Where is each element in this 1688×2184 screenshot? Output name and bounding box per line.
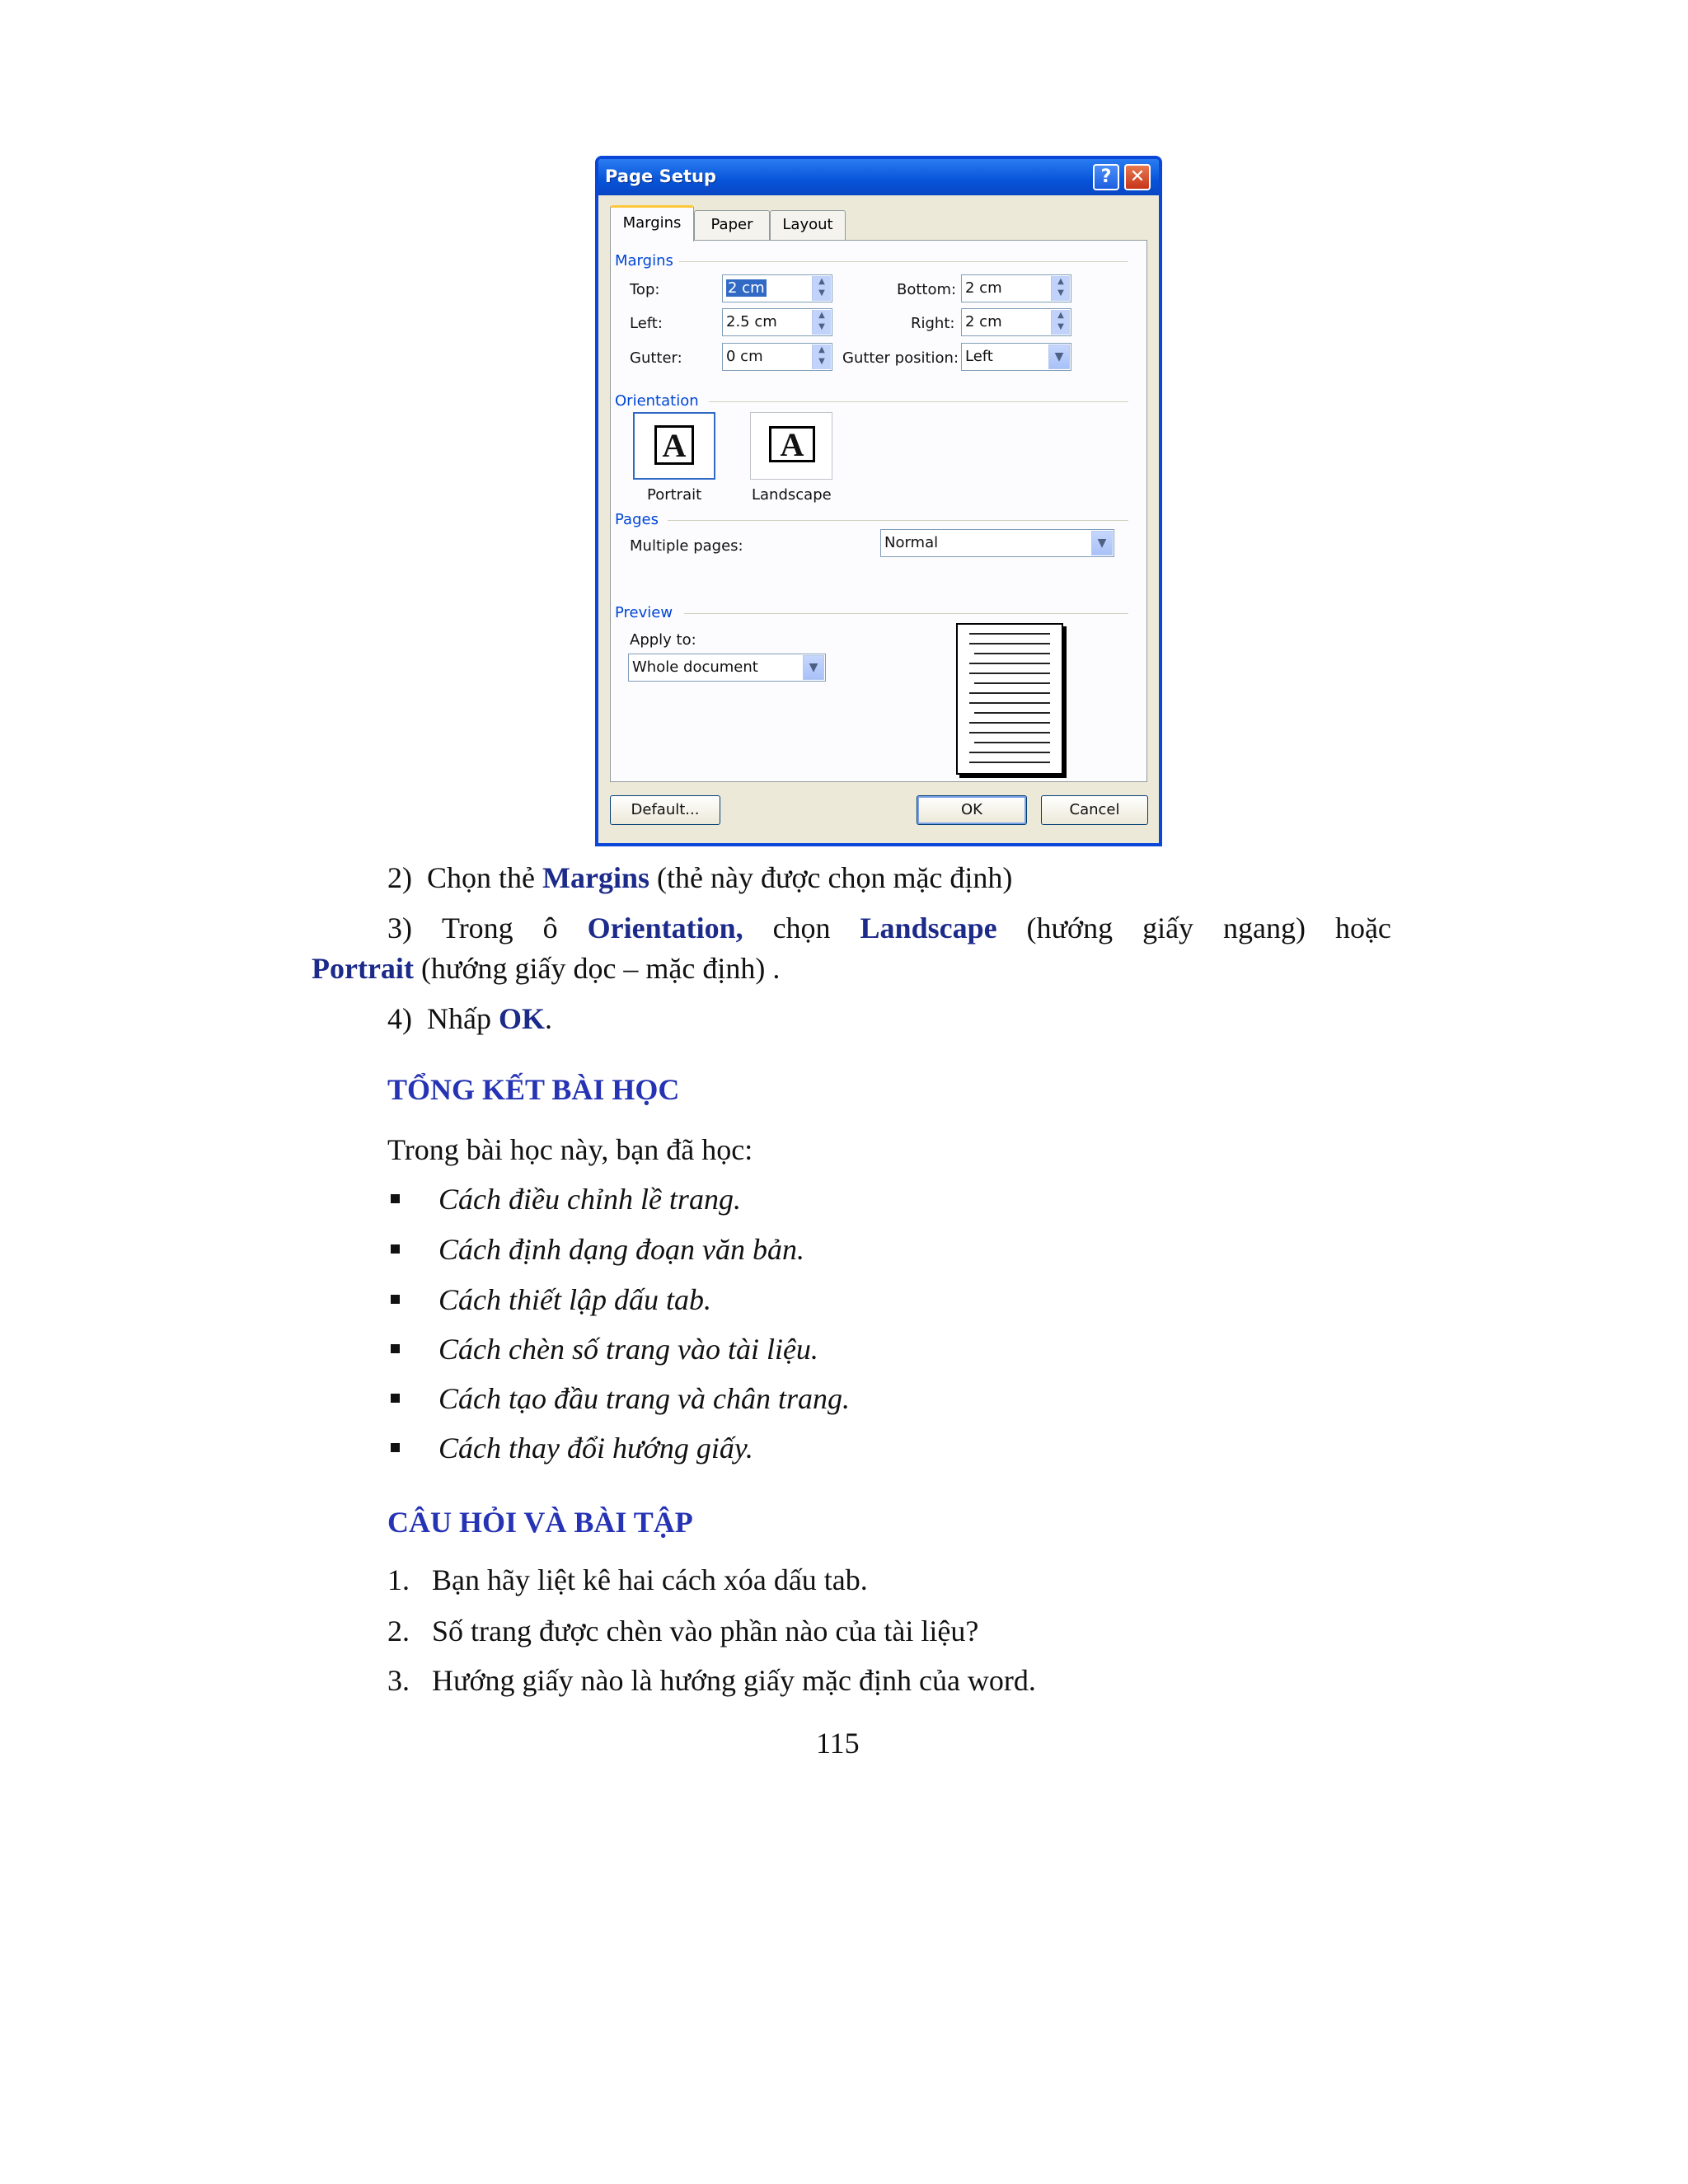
preview-line xyxy=(969,663,1050,664)
orientation-group-divider xyxy=(709,401,1128,402)
dialog-titlebar xyxy=(598,159,1159,195)
preview-line xyxy=(969,692,1050,694)
preview-line xyxy=(969,752,1050,753)
step-4 xyxy=(387,1001,552,1036)
help-button[interactable]: ? xyxy=(1093,164,1119,190)
apply-to-label: Apply to: xyxy=(630,631,696,649)
step-3-line-2 xyxy=(312,951,780,986)
gutter-label: Gutter: xyxy=(630,349,682,367)
top-label: Top: xyxy=(630,281,660,298)
preview-group-divider xyxy=(684,613,1128,614)
pages-group-label: Pages xyxy=(615,511,659,528)
question-text: Hướng giấy nào là hướng giấy mặc định của word. xyxy=(432,1664,1036,1697)
chevron-down-icon[interactable]: ▼ xyxy=(1048,344,1070,369)
orientation-keyword: Orientation, xyxy=(587,912,743,944)
step-word: ngang) xyxy=(1223,912,1306,944)
preview-line xyxy=(969,732,1050,733)
top-spinner-icon[interactable]: ▲ ▼ xyxy=(812,276,831,301)
gutter-position-select[interactable] xyxy=(961,343,1071,371)
question-item xyxy=(387,1663,1036,1698)
left-label: Left: xyxy=(630,315,663,332)
portrait-page-icon: A xyxy=(654,425,694,465)
left-spinner-icon[interactable]: ▲ ▼ xyxy=(812,310,831,335)
step-number: 3) xyxy=(387,912,412,944)
bullet-icon xyxy=(391,1295,400,1304)
page-number: 115 xyxy=(816,1727,860,1760)
step-word: (hướng xyxy=(1026,912,1114,944)
summary-item: Cách thiết lập dấu tab. xyxy=(438,1283,711,1316)
multiple-pages-select[interactable] xyxy=(880,529,1114,557)
summary-intro: Trong bài học này, bạn đã học: xyxy=(387,1133,753,1166)
bullet-icon xyxy=(391,1344,400,1353)
gutter-input[interactable] xyxy=(722,343,832,371)
step-3-line-1 xyxy=(387,911,1391,945)
preview-line xyxy=(969,722,1050,724)
step-word: chọn xyxy=(772,912,831,944)
question-text: Số trang được chèn vào phần nào của tài liệu? xyxy=(432,1615,979,1647)
portrait-option[interactable] xyxy=(633,412,715,480)
portrait-label[interactable]: Portrait xyxy=(647,486,702,504)
landscape-label[interactable]: Landscape xyxy=(752,486,832,504)
landscape-page-icon: A xyxy=(769,426,815,462)
step-text: (hướng giấy dọc – mặc định) . xyxy=(413,952,781,985)
bullet-icon xyxy=(391,1443,400,1452)
portrait-keyword: Portrait xyxy=(312,952,414,985)
bottom-margin-input[interactable] xyxy=(961,274,1071,302)
tab-layout[interactable]: Layout xyxy=(770,210,846,240)
step-number: 2) xyxy=(387,861,412,894)
gutter-value: 0 cm xyxy=(726,348,763,365)
tab-margins[interactable]: Margins xyxy=(610,205,694,241)
dialog-title: Page Setup xyxy=(605,166,716,186)
preview-line xyxy=(969,643,1050,644)
step-2 xyxy=(387,860,1012,895)
preview-line xyxy=(974,653,1050,654)
gutter-position-value: Left xyxy=(965,348,993,365)
right-margin-input[interactable] xyxy=(961,308,1071,336)
preview-line xyxy=(969,702,1050,704)
right-spinner-icon[interactable]: ▲ ▼ xyxy=(1051,310,1070,335)
ok-button[interactable]: OK xyxy=(917,795,1027,825)
bullet-icon xyxy=(391,1244,400,1254)
default-button[interactable]: Default... xyxy=(610,795,720,825)
right-label: Right: xyxy=(911,315,955,332)
left-margin-input[interactable] xyxy=(722,308,832,336)
preview-line xyxy=(974,682,1050,684)
right-margin-value: 2 cm xyxy=(965,313,1002,330)
gutter-position-label: Gutter position: xyxy=(842,349,959,367)
question-item xyxy=(387,1563,868,1597)
cancel-button[interactable]: Cancel xyxy=(1041,795,1148,825)
chevron-down-icon[interactable]: ▼ xyxy=(803,655,824,680)
pages-group-divider xyxy=(668,520,1128,521)
step-word: Trong xyxy=(441,912,513,944)
gutter-spinner-icon[interactable]: ▲ ▼ xyxy=(812,344,831,369)
landscape-keyword: Landscape xyxy=(860,912,997,944)
preview-line xyxy=(969,633,1050,635)
top-margin-input[interactable] xyxy=(722,274,832,302)
margins-group-label: Margins xyxy=(615,252,673,269)
step-text: . xyxy=(545,1002,552,1035)
question-number: 2. xyxy=(387,1615,410,1647)
summary-heading: TỔNG KẾT BÀI HỌC xyxy=(387,1073,680,1106)
chevron-down-icon[interactable]: ▼ xyxy=(1091,531,1113,555)
step-word: hoặc xyxy=(1334,912,1391,944)
step-text: Chọn thẻ xyxy=(427,861,542,894)
question-number: 1. xyxy=(387,1563,410,1596)
question-text: Bạn hãy liệt kê hai cách xóa dấu tab. xyxy=(432,1563,868,1596)
bottom-spinner-icon[interactable]: ▲ ▼ xyxy=(1051,276,1070,301)
ok-keyword: OK xyxy=(498,1002,545,1035)
step-word: giấy xyxy=(1142,912,1194,944)
top-margin-value: 2 cm xyxy=(728,279,765,297)
question-item xyxy=(387,1614,978,1648)
step-word: ô xyxy=(542,912,558,944)
preview-line xyxy=(969,762,1050,763)
summary-item: Cách thay đổi hướng giấy. xyxy=(438,1432,753,1465)
margins-group-divider xyxy=(679,261,1128,262)
margins-keyword: Margins xyxy=(542,861,649,894)
tab-paper[interactable]: Paper xyxy=(694,210,770,240)
summary-item: Cách định dạng đoạn văn bản. xyxy=(438,1233,804,1266)
multiple-pages-value: Normal xyxy=(884,534,939,551)
summary-item: Cách tạo đầu trang và chân trang. xyxy=(438,1382,850,1415)
apply-to-value: Whole document xyxy=(632,658,758,676)
bullet-icon xyxy=(391,1394,400,1403)
orientation-group-label: Orientation xyxy=(615,392,699,410)
questions-heading: CÂU HỎI VÀ BÀI TẬP xyxy=(387,1506,693,1539)
page-preview-thumbnail xyxy=(956,623,1063,775)
step-text: (thẻ này được chọn mặc định) xyxy=(649,861,1013,894)
preview-line xyxy=(969,673,1050,674)
bottom-margin-value: 2 cm xyxy=(965,279,1002,297)
multiple-pages-label: Multiple pages: xyxy=(630,537,743,555)
step-text: Nhấp xyxy=(427,1002,499,1035)
bullet-icon xyxy=(391,1194,400,1203)
left-margin-value: 2.5 cm xyxy=(726,313,777,330)
apply-to-select[interactable] xyxy=(628,654,826,682)
close-button[interactable]: ✕ xyxy=(1124,164,1151,190)
summary-item: Cách chèn số trang vào tài liệu. xyxy=(438,1333,818,1366)
step-number: 4) xyxy=(387,1002,412,1035)
preview-line xyxy=(974,712,1050,714)
preview-line xyxy=(974,742,1050,743)
bottom-label: Bottom: xyxy=(897,281,957,298)
landscape-option[interactable] xyxy=(750,412,832,480)
question-number: 3. xyxy=(387,1664,410,1697)
summary-item: Cách điều chỉnh lề trang. xyxy=(438,1183,741,1216)
preview-group-label: Preview xyxy=(615,604,673,621)
